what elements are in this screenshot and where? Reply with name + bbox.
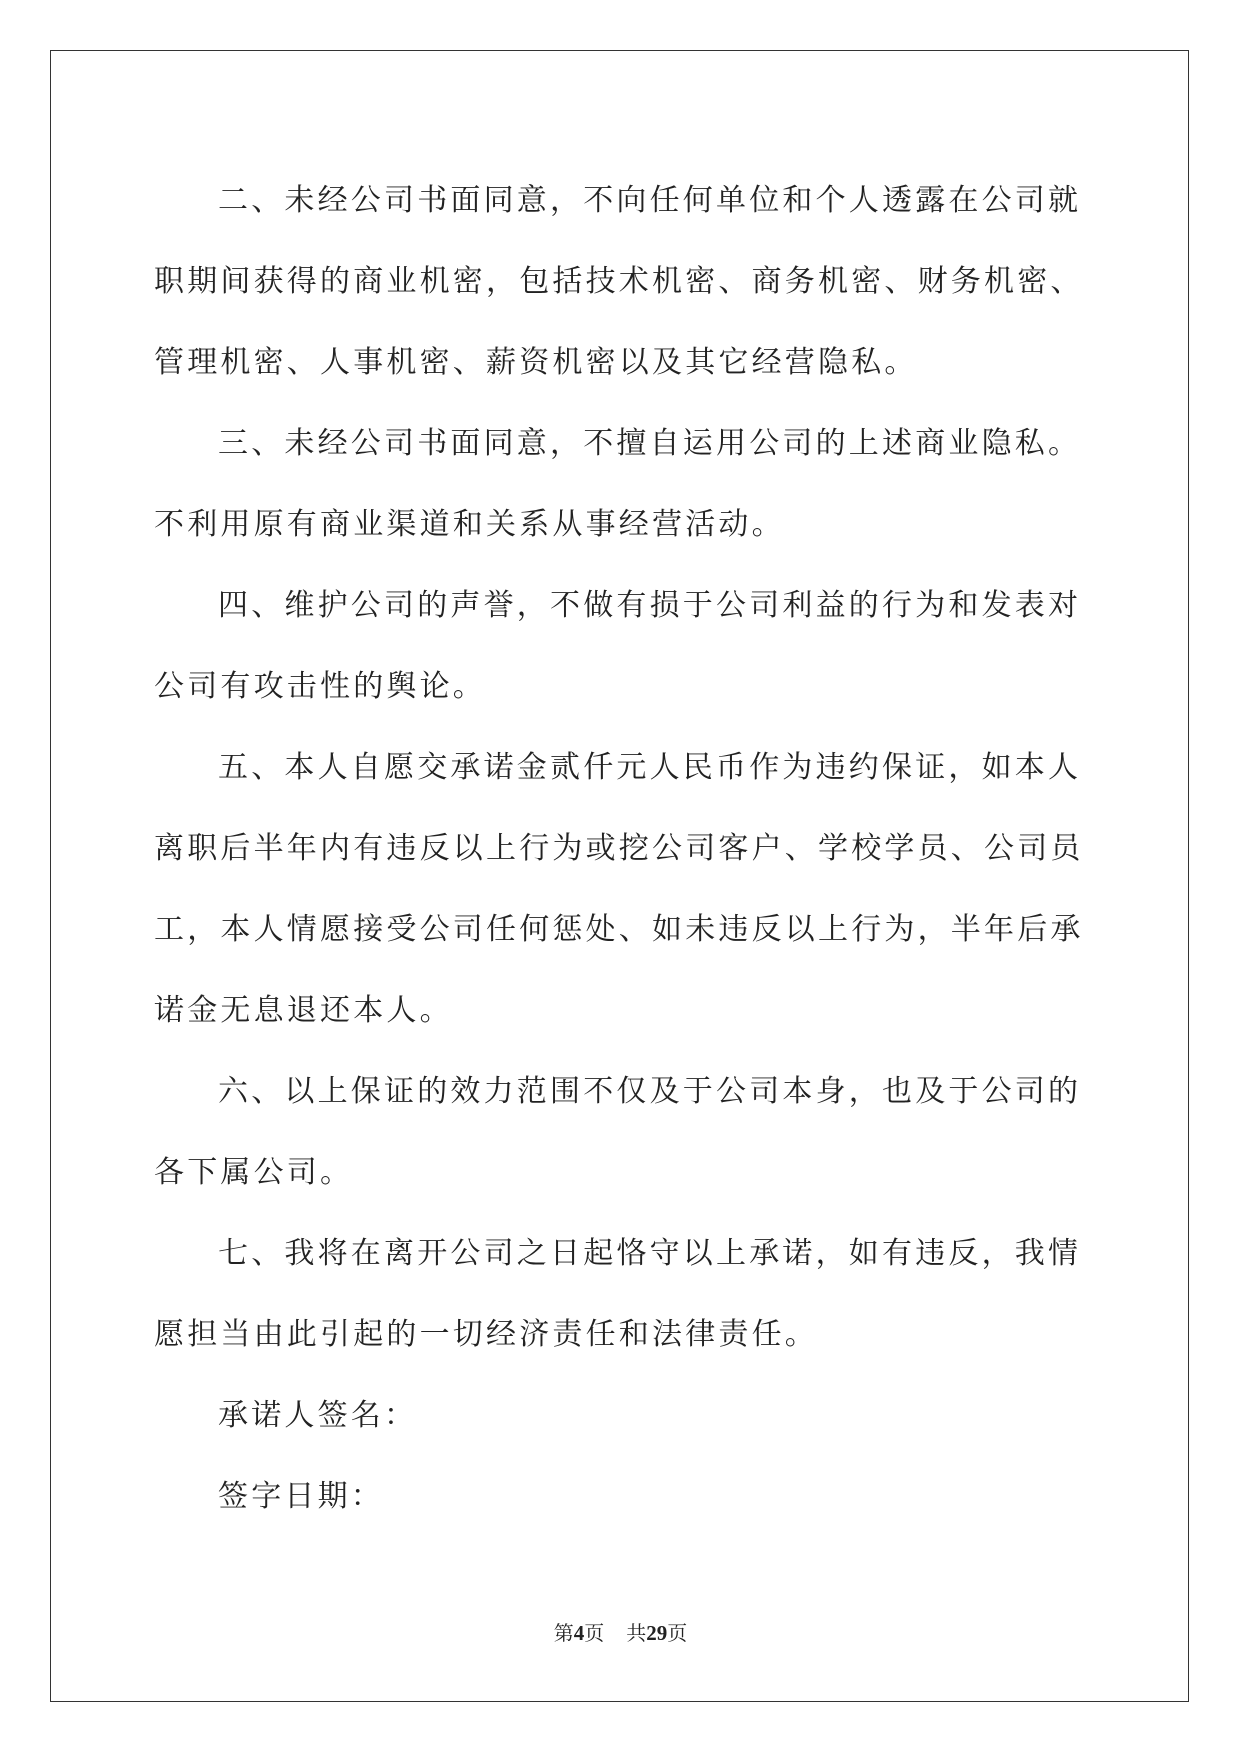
page-prefix: 第: [553, 1621, 574, 1645]
signature-line: 承诺人签名：: [218, 1398, 418, 1433]
clause-7: 七、我将在离开公司之日起恪守以上承诺，如有违反，我情愿担当由此引起的一切经济责任和法律责任。: [154, 1236, 1082, 1352]
date-line: 签字日期：: [218, 1479, 384, 1514]
clause-3: 三、未经公司书面同意，不擅自运用公司的上述商业隐私。不利用原有商业渠道和关系从事经营活动。: [154, 426, 1082, 542]
clause-2: 二、未经公司书面同意，不向任何单位和个人透露在公司就职期间获得的商业机密，包括技术机密、商务机密、财务机密、管理机密、人事机密、薪资机密以及其它经营隐私。: [154, 183, 1084, 380]
document-body: [154, 160, 1094, 1537]
clause-4: 四、维护公司的声誉，不做有损于公司利益的行为和发表对公司有攻击性的舆论。: [154, 588, 1082, 704]
page-suffix: 页: [584, 1621, 605, 1645]
clause-6: 六、以上保证的效力范围不仅及于公司本身，也及于公司的各下属公司。: [154, 1074, 1082, 1190]
page-number: 4: [573, 1621, 585, 1645]
total-prefix: 共: [626, 1621, 647, 1645]
total-suffix: 页: [667, 1621, 688, 1645]
page-footer: [0, 1617, 1241, 1646]
total-pages: 29: [646, 1621, 668, 1645]
clause-5: 五、本人自愿交承诺金贰仟元人民币作为违约保证，如本人离职后半年内有违反以上行为或挖公司客户、学校学员、公司员工，本人情愿接受公司任何惩处、如未违反以上行为，半年后承诺金无息退还本人。: [154, 750, 1084, 1028]
